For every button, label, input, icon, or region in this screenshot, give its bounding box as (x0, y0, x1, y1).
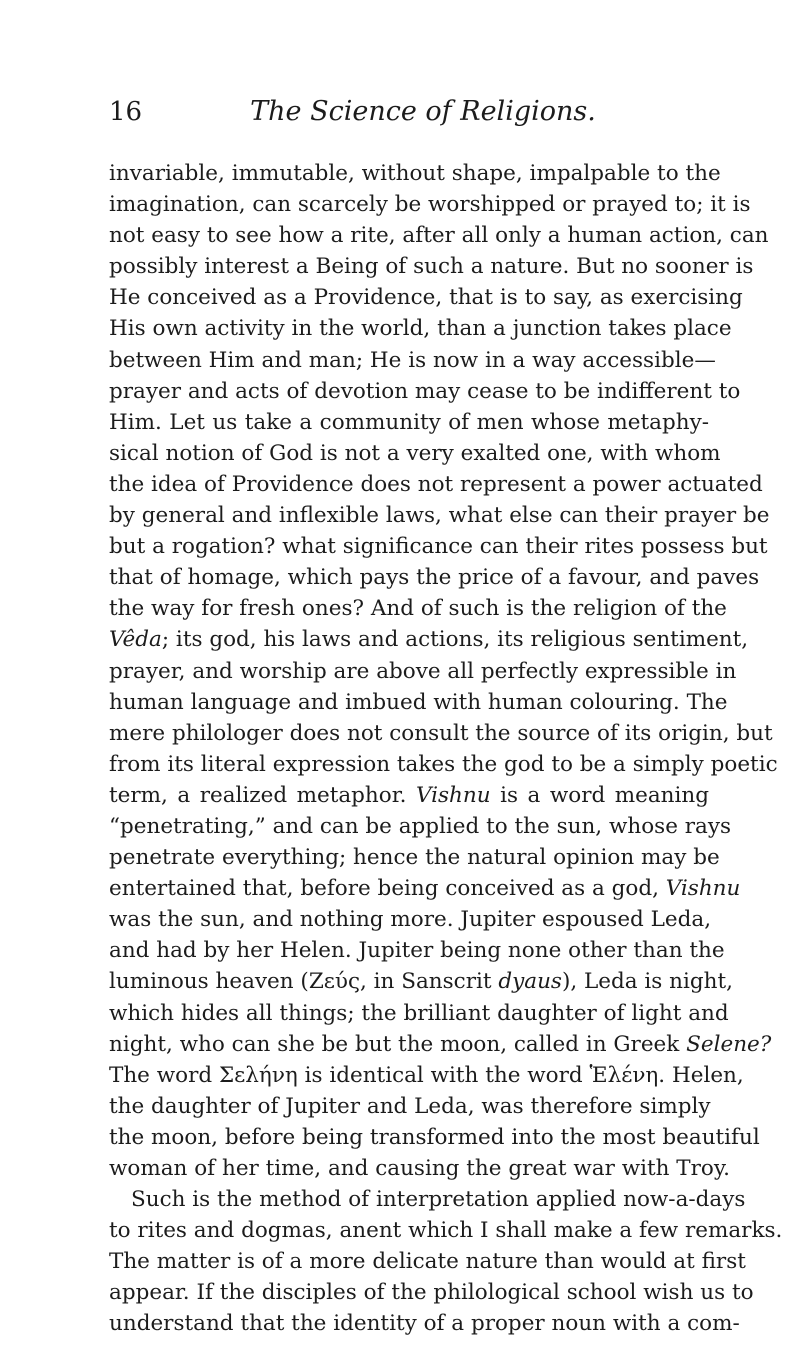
text-line: prayer, and worship are above all perfectly expressible in (109, 658, 737, 684)
text-line: Vêda; its god, his laws and actions, its religious sentiment, (109, 627, 749, 653)
text-line: appear. If the disciples of the philological school wish us to (109, 1280, 754, 1306)
text-line: from its literal expression takes the god to be a simply poetic (109, 751, 778, 777)
text-line: luminous heaven (Ζεύς, in Sanscrit dyaus), Leda is night, (109, 969, 733, 995)
text-line: the daughter of Jupiter and Leda, was therefore simply (109, 1093, 711, 1119)
text-line: not easy to see how a rite, after all only a human action, can (109, 223, 769, 249)
text-line: mere philologer does not consult the source of its origin, but (109, 720, 773, 746)
text-line: and had by her Helen. Jupiter being none other than the (109, 938, 725, 964)
text-line: sical notion of God is not a very exalted one, with whom (109, 440, 721, 466)
text-line: human language and imbued with human colouring. The (109, 689, 728, 715)
text-line: night, who can she be but the moon, called in Greek Selene? (109, 1031, 772, 1057)
text-line: between Him and man; He is now in a way accessible— (109, 347, 716, 373)
text-line: prayer and acts of devotion may cease to be indifferent to (109, 378, 741, 404)
text-line: entertained that, before being conceived as a god, Vishnu (109, 876, 741, 902)
text-line: the way for fresh ones? And of such is the religion of the (109, 596, 727, 622)
text-line: was the sun, and nothing more. Jupiter espoused Leda, (109, 907, 712, 933)
text-line: imagination, can scarcely be worshipped or prayed to; it is (109, 192, 751, 218)
text-line: penetrate everything; hence the natural opinion may be (109, 845, 720, 871)
text-line: by general and inflexible laws, what else can their prayer be (109, 503, 770, 529)
text-line: woman of her time, and causing the great war with Troy. (109, 1156, 730, 1181)
text-line: the moon, before being transformed into the most beautiful (109, 1124, 760, 1150)
body-text (109, 158, 783, 1340)
text-line: but a rogation? what significance can their rites possess but (109, 534, 768, 560)
text-line: term, a realized metaphor. Vishnu is a word meaning (109, 782, 710, 808)
text-line: Him. Let us take a community of men whose metaphy- (109, 409, 709, 435)
text-line: understand that the identity of a proper noun with a com- (109, 1311, 740, 1337)
page-header (109, 92, 707, 136)
text-line: The word Σελήνη is identical with the word Ἑλένη. Helen, (109, 1062, 744, 1088)
text-line: to rites and dogmas, anent which I shall make a few remarks. (109, 1218, 783, 1244)
text-line: He conceived as a Providence, that is to say, as exercising (109, 285, 743, 311)
text-line: invariable, immutable, without shape, impalpable to the (109, 161, 721, 186)
text-line: The matter is of a more delicate nature than would at first (109, 1249, 746, 1275)
page-number: 16 (109, 97, 143, 127)
text-line: the idea of Providence does not represent a power actuated (109, 471, 763, 497)
text-line: that of homage, which pays the price of a favour, and paves (109, 565, 760, 591)
text-line: possibly interest a Being of such a nature. But no sooner is (109, 254, 754, 280)
text-line: Such is the method of interpretation applied now-a-days (131, 1187, 746, 1213)
text-line: His own activity in the world, than a junction takes place (109, 316, 732, 342)
running-title: The Science of Religions. (250, 96, 596, 127)
text-line: “penetrating,” and can be applied to the sun, whose rays (109, 813, 732, 839)
text-line: which hides all things; the brilliant daughter of light and (109, 1000, 729, 1026)
